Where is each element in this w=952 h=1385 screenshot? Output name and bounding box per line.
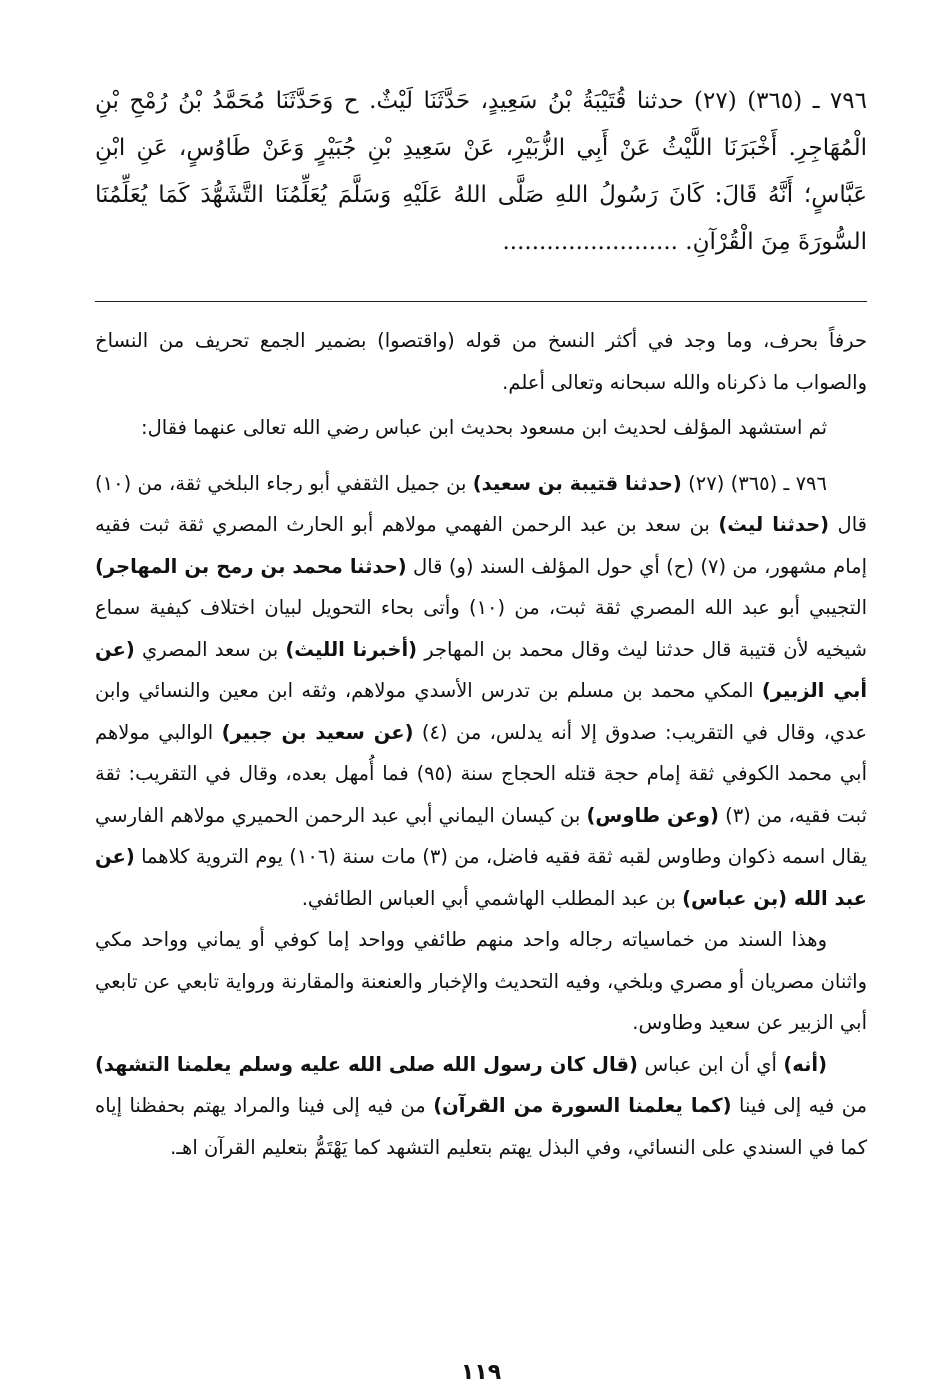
hadith-text-block [95, 78, 867, 276]
explain-text-2: من فيه إلى فينا [731, 1094, 868, 1117]
chain-bold-3: (حدثنا محمد بن رمح بن المهاجر) [95, 554, 407, 578]
continuation-dots: ........................ [502, 229, 678, 255]
chain-text-5: بن سعد المصري [134, 637, 286, 661]
chain-bold-1: (حدثنا قتيبة بن سعيد) [472, 471, 682, 495]
commentary-paragraph-4: وهذا السند من خماسياته رجاله واحد منهم طائفي وواحد إما كوفي أو يماني وواحد مكي واثنان مصريان أو مصري وبلخي، وفيه التحديث والإخبار والعنعنة والمقارنة ورواية تابعي عن تابعي أبي الزبير عن سعيد وطاوس. [95, 928, 867, 1034]
chain-bold-4: (أخبرنا الليث) [285, 637, 418, 661]
commentary-paragraph-chain [95, 463, 867, 920]
chain-bold-2: (حدثنا ليث) [718, 513, 830, 536]
commentary-section [95, 320, 867, 1168]
chain-bold-6: (عن سعيد بن جبير) [221, 720, 414, 744]
footnote-divider [95, 301, 867, 302]
chain-text-7: الوالبي مولاهم أبي محمد الكوفي ثقة إمام حجة قتله الحجاج سنة (٩٥) فما أُمهل بعده، وقال في التقريب: ثقة ثبت فقيه، من (٣) [95, 720, 867, 827]
chain-bold-8: (عن عبد الله (بن عباس) [95, 845, 867, 910]
explain-text-1: أي أن ابن عباس [637, 1052, 784, 1076]
chain-bold-7: (وعن طاوس) [586, 803, 719, 827]
chain-text-1: ٧٩٦ ـ (٣٦٥) (٢٧) [681, 471, 827, 495]
page-number: ١١٩ [460, 1360, 502, 1385]
commentary-paragraph-5 [95, 1044, 867, 1169]
book-page [95, 78, 868, 1385]
chain-text-6: المكي محمد بن مسلم بن تدرس الأسدي مولاهم، وثقه ابن معين والنسائي وابن عدي، وقال في التقريب: صدوق إلا أنه يدلس، من (٤) [95, 679, 868, 744]
chain-bold-5: (عن أبي الزبير) [95, 637, 867, 702]
hadith-text: ٧٩٦ ـ (٣٦٥) (٢٧) حدثنا قُتَيْبَةُ بْنُ سَعِيدٍ، حَدَّثَنَا لَيْثٌ. ح وَحَدَّثَنَا مُحَمَّدُ بْنُ رُمْحِ بْنِ الْمُهَاجِرِ. أَخْبَرَنَا اللَّيْثُ عَنْ أَبِي الزُّبَيْرِ، عَنْ سَعِيدِ بْنِ جُبَيْرٍ وَعَنْ طَاوُسٍ، عَنِ ابْنِ عَبَّاسٍ؛ أَنَّهُ قَالَ: كَانَ رَسُولُ اللهِ صَلَّى اللهُ عَلَيْهِ وَسَلَّمَ يُعَلِّمُنَا التَّشَهُّدَ كَمَا يُعَلِّمُنَا السُّورَةَ مِنَ الْقُرْآنِ. [95, 88, 867, 255]
chain-text-4: التجيبي أبو عبد الله المصري ثقة ثبت، من (١٠) وأتى بحاء التحويل لبيان اختلاف كيفية سماع شيخيه لأن قتيبة قال حدثنا ليث وقال محمد بن المهاجر [95, 596, 867, 661]
explain-bold-3: (كما يعلمنا السورة من القرآن) [433, 1094, 732, 1117]
chain-text-8: بن كيسان اليماني أبي عبد الرحمن الحميري مولاهم الفارسي يقال اسمه ذكوان وطاوس لقبه ثقة فقيه فاضل، من (٣) مات سنة (١٠٦) يوم التروية كلاهما [95, 803, 868, 868]
chain-text-3: بن سعد بن عبد الرحمن الفهمي مولاهم أبو الحارث المصري ثقة ثبت فقيه إمام مشهور، من (٧) (ح) أي حول المؤلف السند (و) قال [95, 513, 867, 578]
explain-bold-2: (قال كان رسول الله صلى الله عليه وسلم يعلمنا التشهد) [95, 1052, 638, 1076]
explain-bold-1: (أنه) [783, 1052, 827, 1076]
chain-text-9: بن عبد المطلب الهاشمي أبي العباس الطائفي. [301, 886, 683, 910]
explain-text-3: من فيه إلى فينا والمراد يهتم بحفظنا إياه كما في السندي على النسائي، وفي البذل يهتم بتعليم التشهد كما يَهْتَمُّ بتعليم القرآن اهـ. [95, 1094, 867, 1159]
commentary-paragraph-2: ثم استشهد المؤلف لحديث ابن مسعود بحديث ابن عباس رضي الله تعالى عنهما فقال: [141, 416, 827, 439]
commentary-paragraph-1: حرفاً بحرف، وما وجد في أكثر النسخ من قوله (واقتصوا) بضمير الجمع تحريف من النساخ والصواب ما ذكرناه والله سبحانه وتعالى أعلم. [95, 329, 867, 394]
chain-text-2: بن جميل الثقفي أبو رجاء البلخي ثقة، من (١٠) قال [95, 471, 867, 536]
